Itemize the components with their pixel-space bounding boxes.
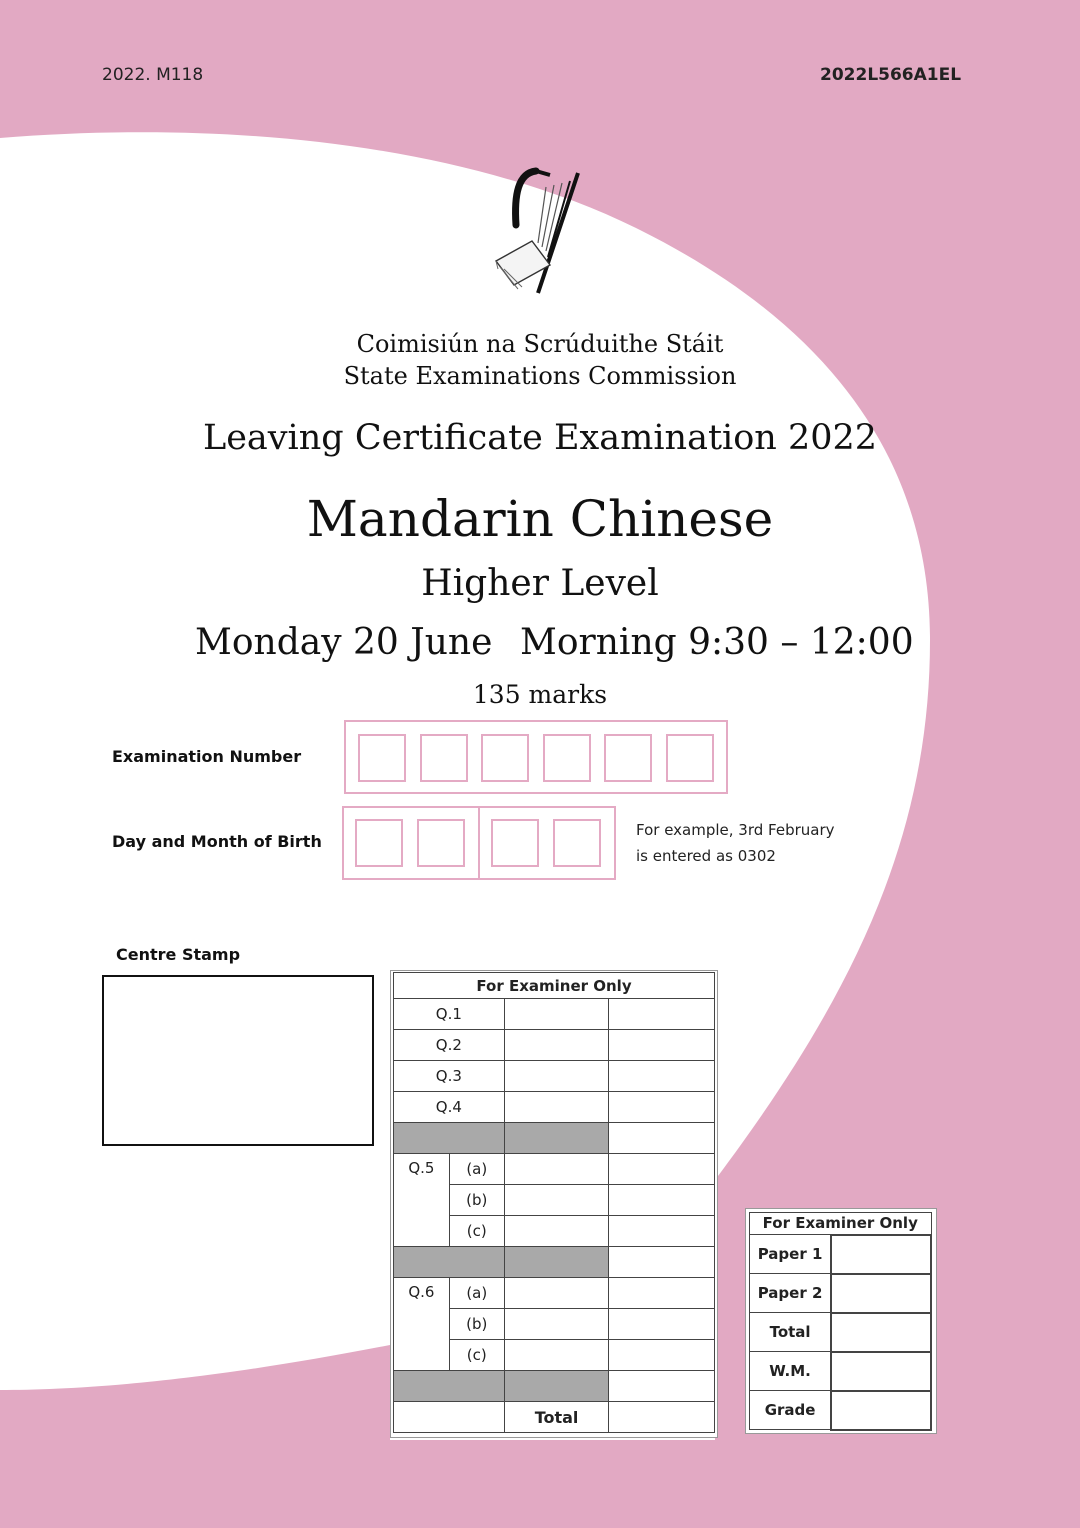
grand-total-cell: [609, 1402, 715, 1433]
examination-number-digit-4[interactable]: [543, 734, 591, 782]
examination-number-digit-5[interactable]: [604, 734, 652, 782]
summary-row-label: Total: [750, 1313, 832, 1352]
summary-table-header: For Examiner Only: [750, 1213, 932, 1235]
q6b-total-cell: [609, 1309, 715, 1340]
q2-mark-cell: [504, 1030, 609, 1061]
summary-row-label: Paper 1: [750, 1235, 832, 1274]
q1-mark-cell: [504, 999, 609, 1030]
examiner-question-table: [393, 972, 715, 1433]
examination-number-label: Examination Number: [112, 747, 302, 766]
centre-stamp-box: [102, 975, 374, 1146]
birth-date-label: Day and Month of Birth: [112, 832, 322, 851]
row-label-q3: Q.3: [394, 1061, 505, 1092]
row-label-q5: Q.5: [394, 1154, 450, 1247]
summary-value-cell: [831, 1391, 931, 1430]
commission-irish-name: Coimisiún na Scrúduithe Stáit: [356, 330, 724, 358]
birth-day-digit-2[interactable]: [417, 819, 465, 867]
examination-number-digit-6[interactable]: [666, 734, 714, 782]
examination-number-digit-3[interactable]: [481, 734, 529, 782]
q3-total-cell: [609, 1061, 715, 1092]
shaded-cell: [394, 1247, 505, 1278]
summary-row-label: Paper 2: [750, 1274, 832, 1313]
summary-value-cell: [831, 1313, 931, 1352]
birth-day-digit-1[interactable]: [355, 819, 403, 867]
blank-cell: [394, 1402, 505, 1433]
q6-part-a-label: (a): [449, 1278, 504, 1309]
exam-level: Higher Level: [421, 563, 659, 604]
q6a-total-cell: [609, 1278, 715, 1309]
birth-month-digit-1[interactable]: [491, 819, 539, 867]
row-label-q2: Q.2: [394, 1030, 505, 1061]
summary-row-label: W.M.: [750, 1352, 832, 1391]
shaded-cell: [394, 1371, 505, 1402]
centre-stamp-label: Centre Stamp: [116, 945, 241, 964]
subtotal-cell: [609, 1247, 715, 1278]
q6c-mark-cell: [504, 1340, 609, 1371]
q5b-total-cell: [609, 1185, 715, 1216]
q6-part-c-label: (c): [449, 1340, 504, 1371]
exam-session-time: Morning 9:30 – 12:00: [520, 622, 914, 663]
subtotal-cell: [609, 1123, 715, 1154]
exam-marks: 135 marks: [472, 680, 608, 709]
q4-total-cell: [609, 1092, 715, 1123]
shaded-cell: [504, 1371, 609, 1402]
shaded-cell: [504, 1247, 609, 1278]
row-label-q1: Q.1: [394, 999, 505, 1030]
summary-row-label: Grade: [750, 1391, 832, 1430]
q5-part-a-label: (a): [449, 1154, 504, 1185]
grand-total-label: Total: [504, 1402, 609, 1433]
q2-total-cell: [609, 1030, 715, 1061]
shaded-cell: [504, 1123, 609, 1154]
exam-subject: Mandarin Chinese: [306, 490, 774, 548]
q5c-mark-cell: [504, 1216, 609, 1247]
q6b-mark-cell: [504, 1309, 609, 1340]
exam-day: Monday 20 June: [195, 622, 493, 663]
examination-number-digit-2[interactable]: [420, 734, 468, 782]
exam-title: Leaving Certificate Examination 2022: [202, 418, 878, 458]
q1-total-cell: [609, 999, 715, 1030]
q6-part-b-label: (b): [449, 1309, 504, 1340]
sec-harp-logo-icon: [488, 165, 593, 300]
birth-date-hint-line-1: For example, 3rd February: [636, 821, 835, 839]
summary-value-cell: [831, 1235, 931, 1274]
shaded-cell: [394, 1123, 505, 1154]
q5-part-b-label: (b): [449, 1185, 504, 1216]
birth-month-digit-2[interactable]: [553, 819, 601, 867]
birth-date-hint-line-2: is entered as 0302: [636, 847, 776, 865]
q6a-mark-cell: [504, 1278, 609, 1309]
q5a-mark-cell: [504, 1154, 609, 1185]
examiner-table-header: For Examiner Only: [394, 973, 715, 999]
q6c-total-cell: [609, 1340, 715, 1371]
q3-mark-cell: [504, 1061, 609, 1092]
q5-part-c-label: (c): [449, 1216, 504, 1247]
row-label-q4: Q.4: [394, 1092, 505, 1123]
summary-value-cell: [831, 1274, 931, 1313]
subtotal-cell: [609, 1371, 715, 1402]
row-label-q6: Q.6: [394, 1278, 450, 1371]
summary-value-cell: [831, 1352, 931, 1391]
commission-english-name: State Examinations Commission: [343, 362, 737, 390]
examination-number-digit-1[interactable]: [358, 734, 406, 782]
q5a-total-cell: [609, 1154, 715, 1185]
paper-code-left: 2022. M118: [102, 65, 204, 85]
paper-code-right: 2022L566A1EL: [820, 65, 962, 85]
q4-mark-cell: [504, 1092, 609, 1123]
q5c-total-cell: [609, 1216, 715, 1247]
examiner-summary-table: [749, 1212, 932, 1431]
q5b-mark-cell: [504, 1185, 609, 1216]
